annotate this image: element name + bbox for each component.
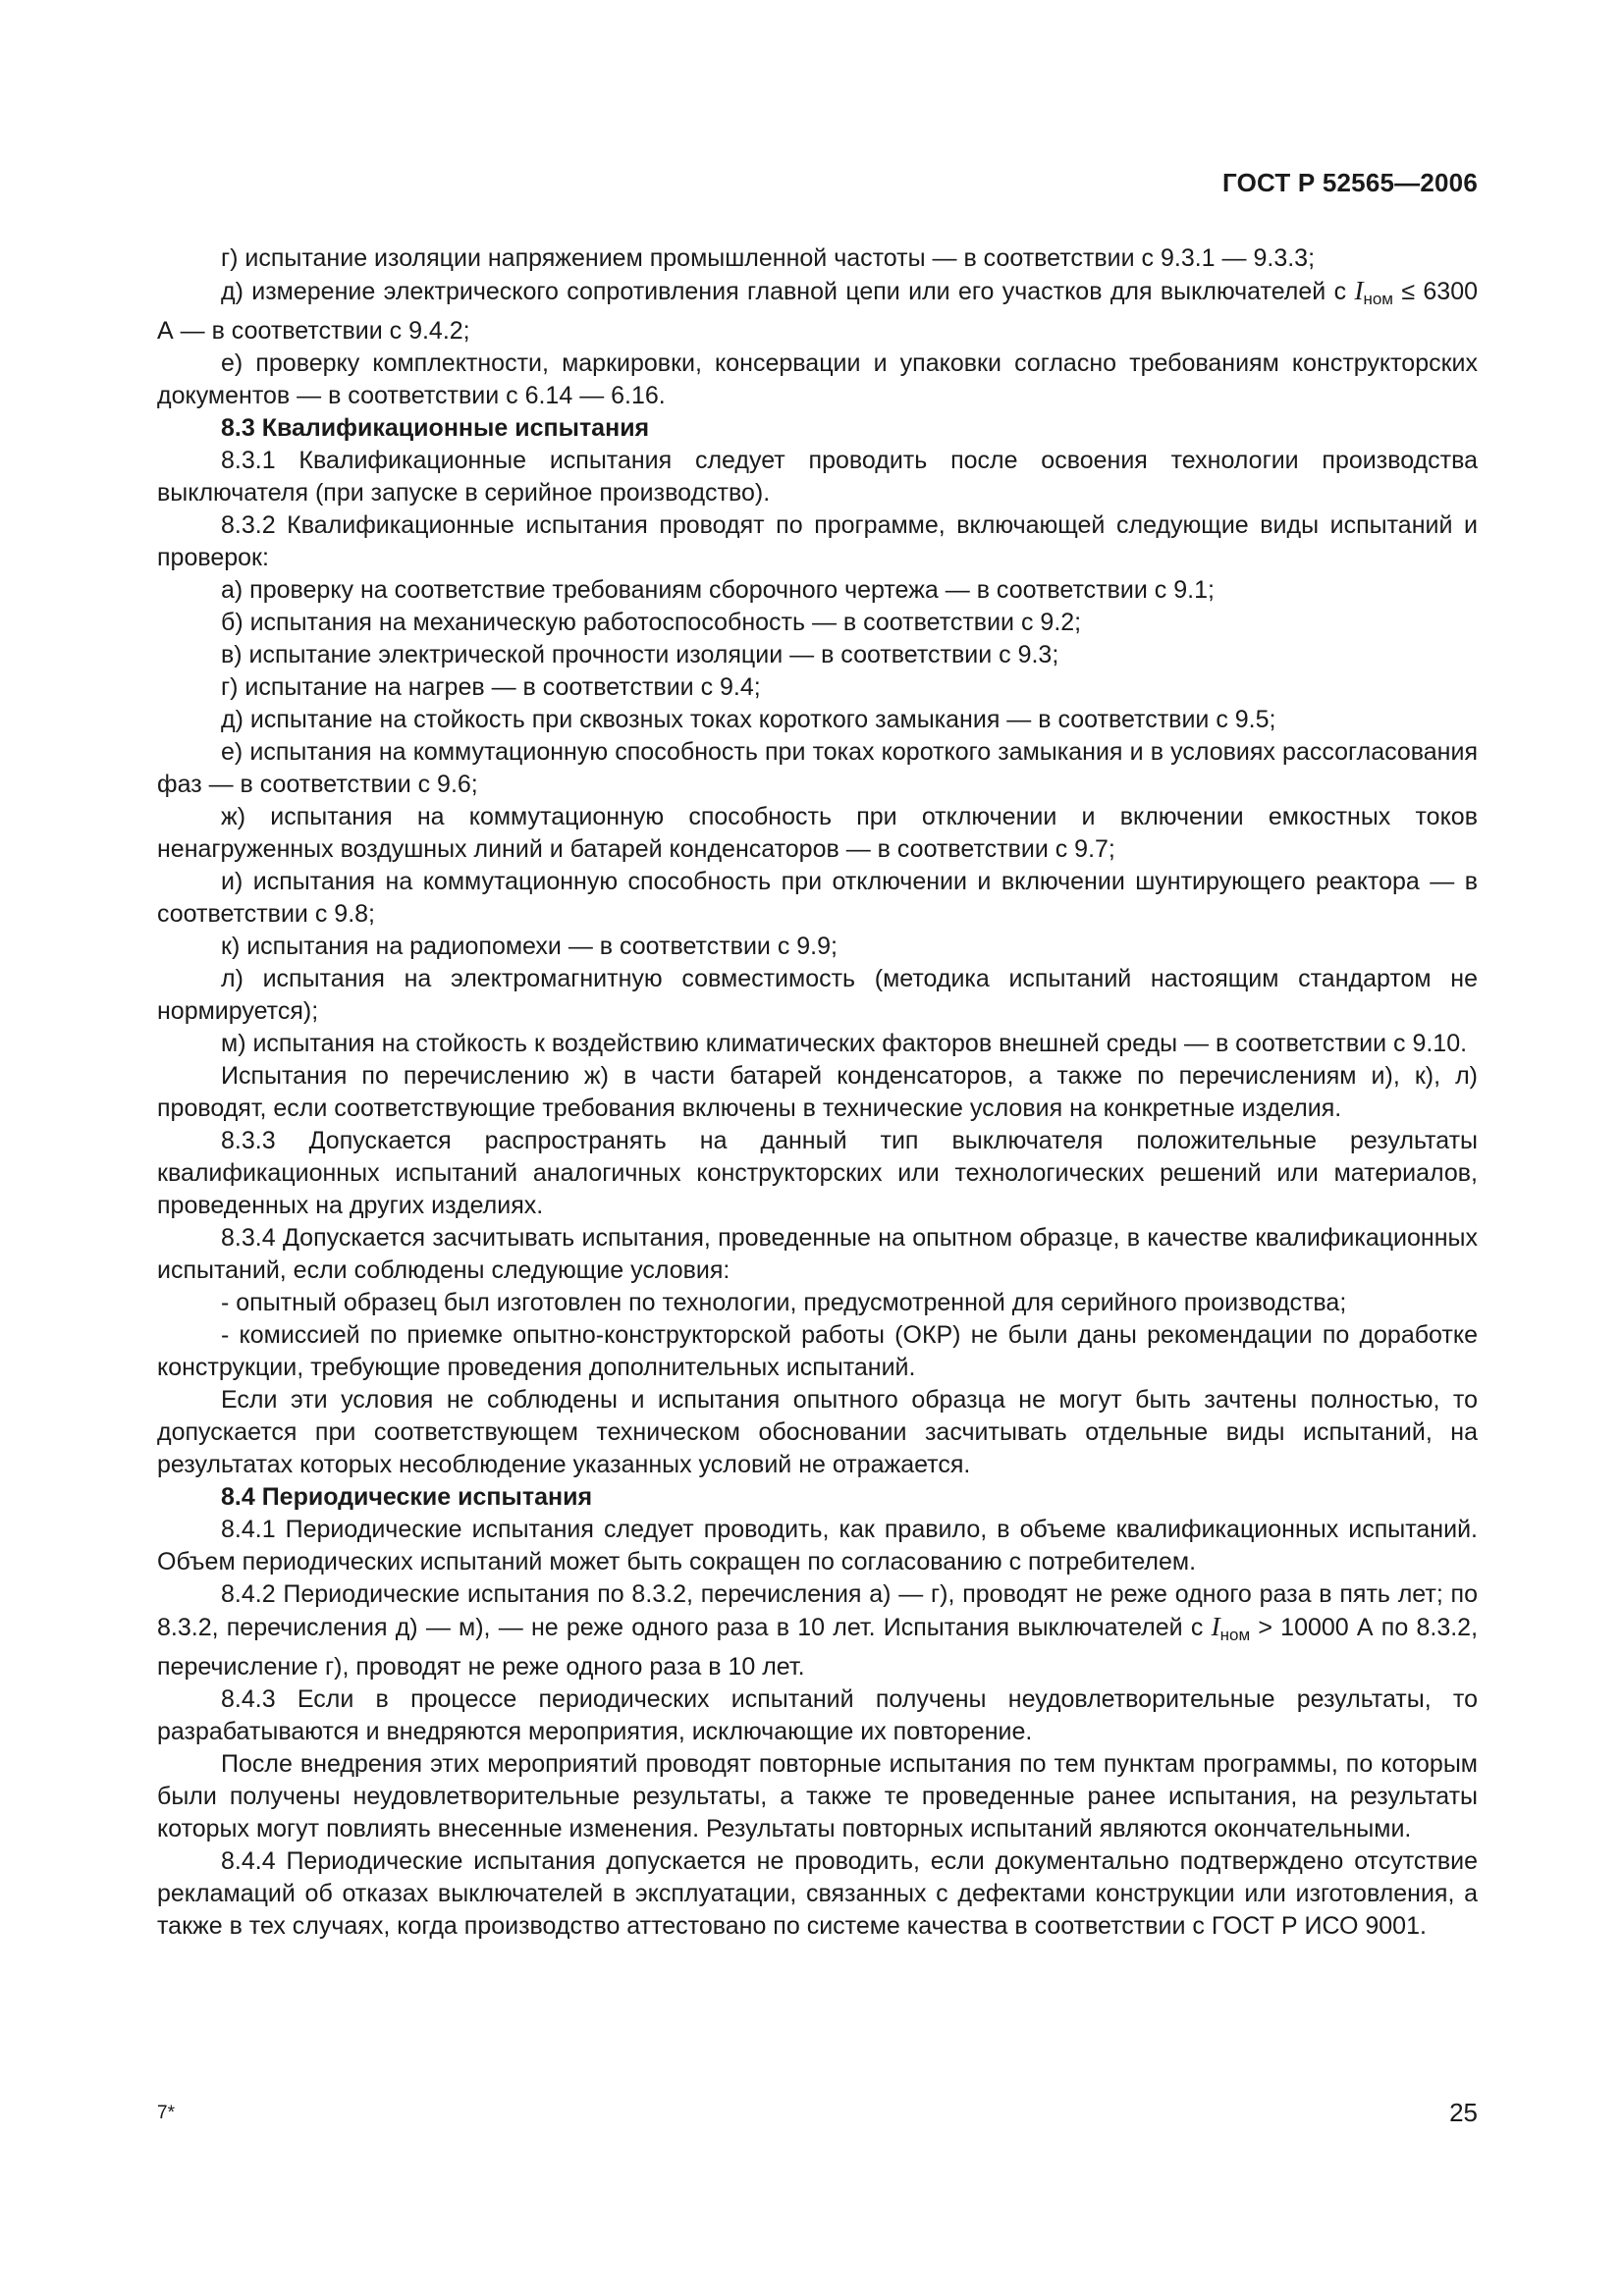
paragraph-8-3-3: 8.3.3 Допускается распространять на данный тип выключателя положительные результаты квалификационных испытаний аналогичных конструкторских или технологических решений или материалов, проведенных на других изделиях. — [157, 1127, 1478, 1219]
list-item: е) испытания на коммутационную способность при токах короткого замыкания и в условиях рассогласования фаз — в соответствии с 9.6; — [157, 738, 1478, 798]
list-item: и) испытания на коммутационную способность при отключении и включении шунтирующего реактора — в соответствии с 9.8; — [157, 868, 1478, 928]
paragraph-text: 8.4.2 Периодические испытания по 8.3.2, перечисления а) — г), проводят не реже одного раза в пять лет; по 8.3.2, перечисления д) — м), — не реже одного раза в 10 лет. Испытания выключателей с — [157, 1580, 1478, 1641]
list-item: е) проверку комплектности, маркировки, консервации и упаковки согласно требованиям конструкторских документов — в соответствии с 6.14 — 6.16. — [157, 349, 1478, 409]
list-item: б) испытания на механическую работоспособность — в соответствии с 9.2; — [221, 609, 1082, 636]
paragraph-8-4-1: 8.4.1 Периодические испытания следует проводить, как правило, в объеме квалификационных испытаний. Объем периодических испытаний может быть сокращен по согласованию с потребителем. — [157, 1516, 1478, 1575]
current-symbol: I — [1211, 1612, 1220, 1641]
current-symbol: I — [1354, 276, 1364, 305]
sheet-mark: 7* — [157, 2103, 175, 2123]
list-item: ж) испытания на коммутационную способность при отключении и включении емкостных токов ненагруженных воздушных линий и батарей конденсаторов — в соответствии с 9.7; — [157, 803, 1478, 863]
list-item: в) испытание электрической прочности изоляции — в соответствии с 9.3; — [221, 641, 1059, 668]
list-item: к) испытания на радиопомехи — в соответствии с 9.9; — [221, 933, 838, 960]
paragraph-8-4-3: 8.4.3 Если в процессе периодических испытаний получены неудовлетворительные результаты, то разрабатываются и внедряются мероприятия, исключающие их повторение. — [157, 1685, 1478, 1745]
current-subscript: ном — [1363, 290, 1393, 308]
current-subscript: ном — [1219, 1626, 1251, 1644]
paragraph-8-3-1: 8.3.1 Квалификационные испытания следует проводить после освоения технологии производства выключателя (при запуске в серийное производство). — [157, 447, 1478, 507]
list-item: д) испытание на стойкость при сквозных токах короткого замыкания — в соответствии с 9.5; — [221, 706, 1276, 733]
section-heading-8-4: 8.4 Периодические испытания — [221, 1483, 593, 1511]
paragraph-text: д) измерение электрического сопротивления главной цепи или его участков для выключателей с — [221, 278, 1347, 305]
paragraph-text: Если эти условия не соблюдены и испытания опытного образца не могут быть зачтены полностью, то допускается при соответствующем техническом обосновании засчитывать отдельные виды испытаний, на результатах которых несоблюдение указанных условий не отражается. — [157, 1386, 1478, 1478]
paragraph-8-4-2 — [157, 1578, 1478, 1683]
paragraph-note: Испытания по перечислению ж) в части батарей конденсаторов, а также по перечислениям и), к), л) проводят, если соответствующие требования включены в технические условия на конкретные изделия. — [157, 1062, 1478, 1122]
list-item — [157, 275, 1478, 347]
paragraph-8-4-4: 8.4.4 Периодические испытания допускается не проводить, если документально подтверждено отсутствие рекламаций об отказах выключателей в эксплуатации, связанных с дефектами конструкции или изготовления, а также в тех случаях, когда производство аттестовано по системе качества в соответствии с ГОСТ Р ИСО 9001. — [157, 1847, 1478, 1940]
paragraph-text: ≤ 6300 А — в соответствии с 9.4.2; — [157, 278, 1478, 345]
list-item: а) проверку на соответствие требованиям сборочного чертежа — в соответствии с 9.1; — [221, 576, 1215, 604]
list-item: м) испытания на стойкость к воздействию климатических факторов внешней среды — в соответствии с 9.10. — [221, 1030, 1468, 1057]
document-code-header: ГОСТ Р 52565—2006 — [1222, 168, 1478, 197]
paragraph-8-3-4: 8.3.4 Допускается засчитывать испытания, проведенные на опытном образце, в качестве квалификационных испытаний, если соблюдены следующие условия: — [157, 1224, 1478, 1284]
list-item: л) испытания на электромагнитную совместимость (методика испытаний настоящим стандартом не нормируется); — [157, 965, 1478, 1025]
list-item: - комиссией по приемке опытно-конструкторской работы (ОКР) не были даны рекомендации по доработке конструкции, требующие проведения дополнительных испытаний. — [157, 1321, 1478, 1381]
page-number: 25 — [1449, 2098, 1478, 2127]
paragraph-text: После внедрения этих мероприятий проводят повторные испытания по тем пунктам программы, по которым были получены неудовлетворительные результаты, а также те проведенные ранее испытания, на результаты которых могут повлиять внесенные изменения. Результаты повторных испытаний являются окончательными. — [157, 1750, 1478, 1842]
list-item: - опытный образец был изготовлен по технологии, предусмотренной для серийного производства; — [221, 1289, 1347, 1316]
document-body — [157, 242, 1478, 1943]
paragraph-8-3-2: 8.3.2 Квалификационные испытания проводят по программе, включающей следующие виды испытаний и проверок: — [157, 511, 1478, 571]
list-item: г) испытание изоляции напряжением промышленной частоты — в соответствии с 9.3.1 — 9.3.3; — [221, 244, 1316, 272]
paragraph-text: > 10000 А по 8.3.2, перечисление г), проводят не реже одного раза в 10 лет. — [157, 1614, 1479, 1681]
section-heading-8-3: 8.3 Квалификационные испытания — [221, 414, 650, 442]
list-item: г) испытание на нагрев — в соответствии с 9.4; — [221, 673, 761, 701]
